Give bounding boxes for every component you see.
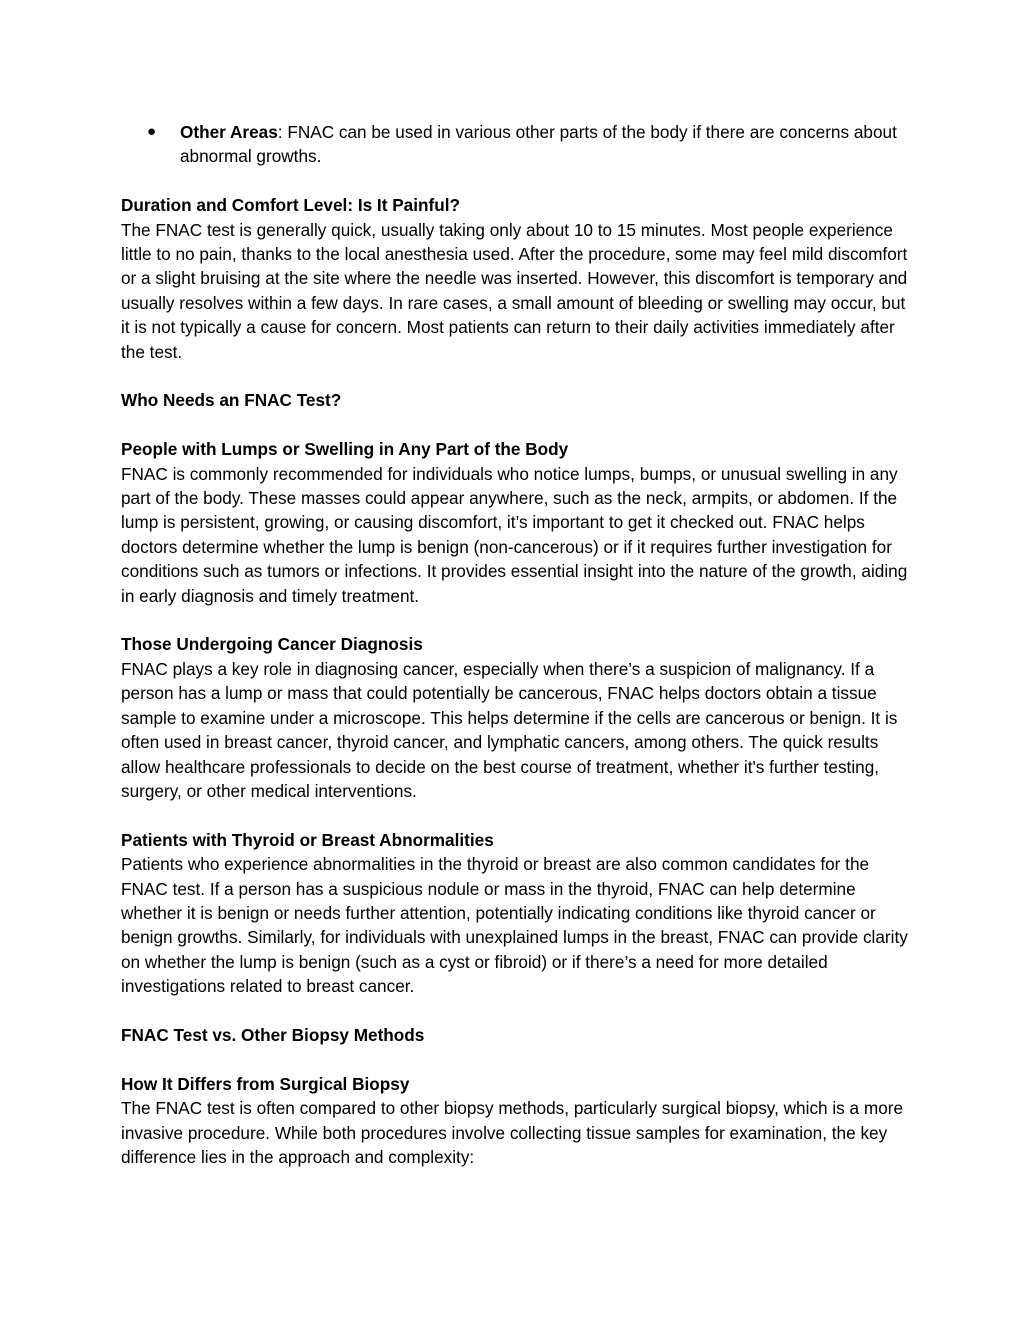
heading-who-needs: Who Needs an FNAC Test? — [121, 390, 342, 411]
document-body — [121, 120, 911, 1169]
bullet-term: Other Areas — [180, 122, 278, 142]
heading-surgical: How It Differs from Surgical Biopsy — [121, 1073, 410, 1094]
heading-thyroid: Patients with Thyroid or Breast Abnormalities — [121, 829, 494, 850]
paragraph-lumps: FNAC is commonly recommended for individuals who notice lumps, bumps, or unusual swelling in any part of the body. These masses could appear anywhere, such as the neck, armpits, or abdomen. If the lump is persistent, growing, or causing discomfort, it’s important to get it checked out. FNAC helps doctors determine whether the lump is benign (non-cancerous) or if it requires further investigation for conditions such as tumors or infections. It provides essential insight into the nature of the growth, aiding in early diagnosis and timely treatment. — [121, 463, 908, 606]
bullet-dot-icon: ● — [147, 123, 157, 140]
bullet-item-other-areas — [121, 120, 911, 169]
heading-lumps: People with Lumps or Swelling in Any Part of the Body — [121, 439, 569, 460]
heading-vs-other: FNAC Test vs. Other Biopsy Methods — [121, 1024, 425, 1045]
heading-duration: Duration and Comfort Level: Is It Painful? — [121, 195, 460, 216]
bullet-text: : FNAC can be used in various other parts of the body if there are concerns about abnormal growths. — [180, 122, 897, 167]
paragraph-thyroid: Patients who experience abnormalities in the thyroid or breast are also common candidates for the FNAC test. If a person has a suspicious nodule or mass in the thyroid, FNAC can help determine whether it is benign or needs further attention, potentially indicating conditions like thyroid cancer or benign growths. Similarly, for individuals with unexplained lumps in the breast, FNAC can provide clarity on whether the lump is benign (such as a cyst or fibroid) or if there’s a need for more detailed investigations related to breast cancer. — [121, 854, 908, 997]
paragraph-cancer: FNAC plays a key role in diagnosing cancer, especially when there’s a suspicion of malignancy. If a person has a lump or mass that could potentially be cancerous, FNAC helps doctors obtain a tissue sample to examine under a microscope. This helps determine if the cells are cancerous or benign. It is often used in breast cancer, thyroid cancer, and lymphatic cancers, among others. The quick results allow healthcare professionals to decide on the best course of treatment, whether it's further testing, surgery, or other medical interventions. — [121, 658, 898, 801]
paragraph-duration: The FNAC test is generally quick, usually taking only about 10 to 15 minutes. Most people experience little to no pain, thanks to the local anesthesia used. After the procedure, some may feel mild discomfort or a slight bruising at the site where the needle was inserted. However, this discomfort is temporary and usually resolves within a few days. In rare cases, a small amount of bleeding or swelling may occur, but it is not typically a cause for concern. Most patients can return to their daily activities immediately after the test. — [121, 219, 908, 362]
paragraph-surgical: The FNAC test is often compared to other biopsy methods, particularly surgical biopsy, which is a more invasive procedure. While both procedures involve collecting tissue samples for examination, the key difference lies in the approach and complexity: — [121, 1098, 904, 1167]
heading-cancer: Those Undergoing Cancer Diagnosis — [121, 634, 423, 655]
